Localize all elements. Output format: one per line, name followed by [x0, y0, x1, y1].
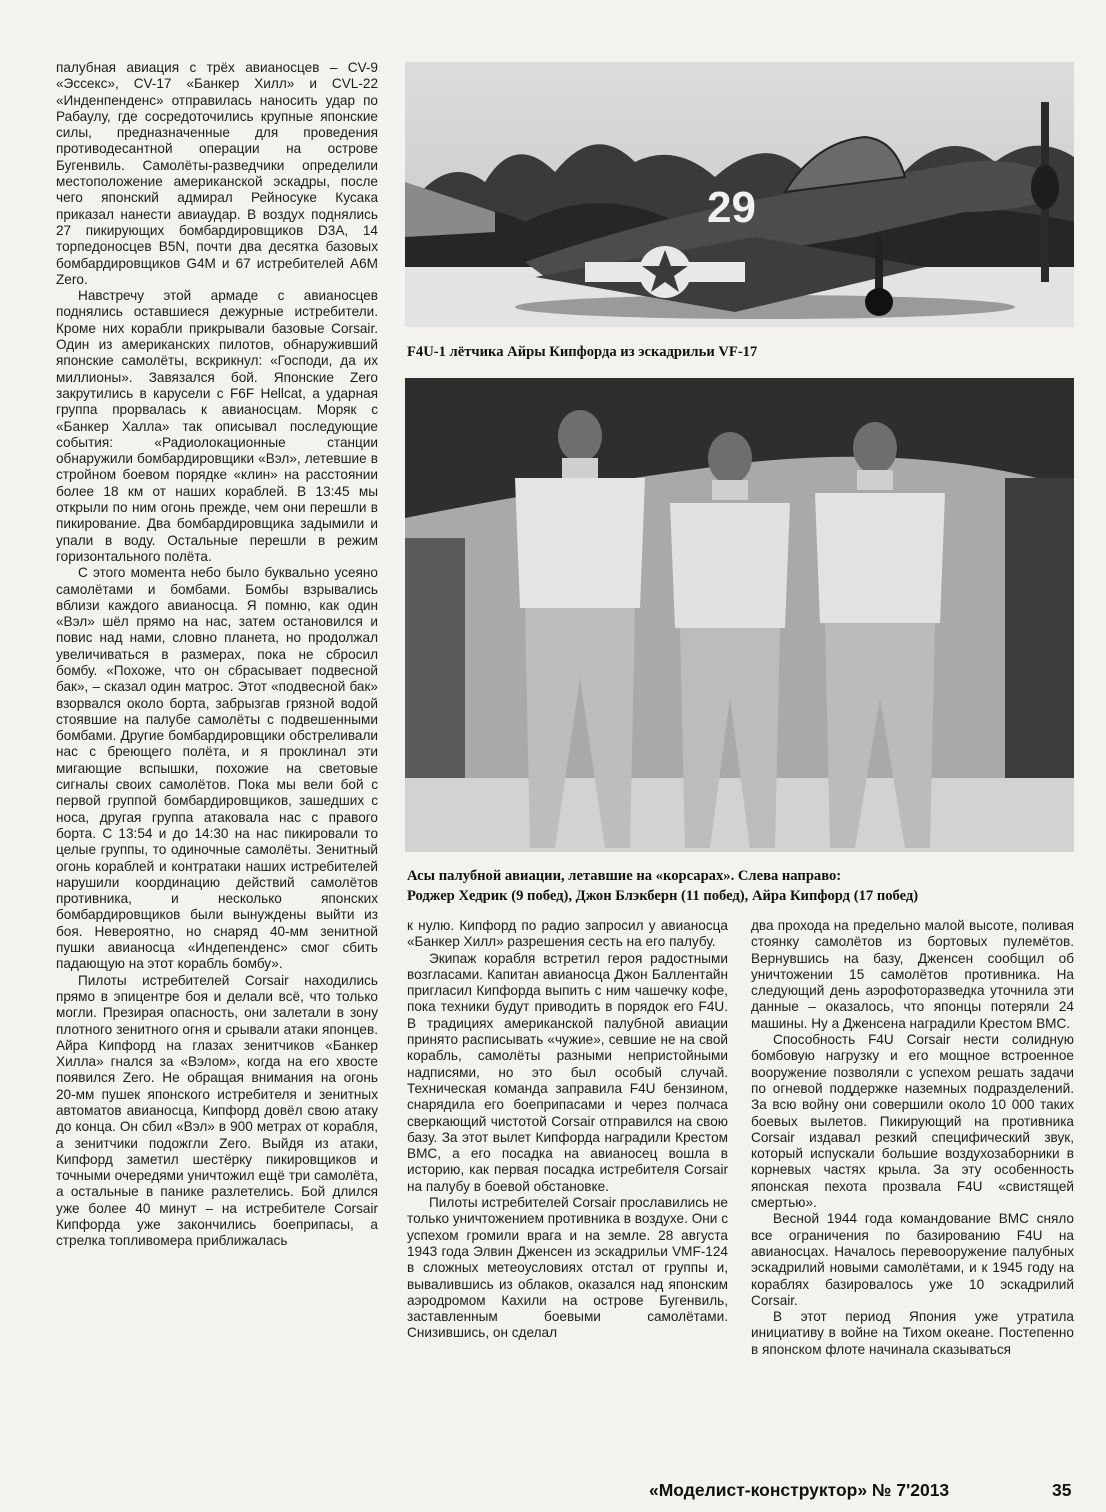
aircraft-photo [405, 62, 1074, 327]
paragraph: С этого момента небо было буквально усеяно самолётами и бомбами. Бомбы взрывались вблизи каждого авианосца. Я помню, как один «Вэл» шёл прямо на нас, затем остановился и повис над нами, словно планета, но продолжал увеличиваться в размерах, пока не сбросил бомбу. «Похоже, что он сбрасывает подвесной бак», – сказал один матрос. Этот «подвесной бак» взорвался около борта, забрызгав грязной водой стоявшие на палубе самолёты с подвешенными бомбами. Другие бомбардировщики обстреливали нас с бреющего полёта, и я проклинал эти мигающие вспышки, похожие на световые сигналы своих самолётов. Пока мы вели бой с первой группой бомбардировщиков, зашедших с носа, другая группа атаковала нас с правого борта. С 13:54 и до 14:30 на нас пикировали то целые группы, то одиночные самолёты. Зенитный огонь кораблей и контратаки наших истребителей нарушили координацию действий самолётов противника, и несколько японских бомбардировщиков были вынуждены выйти из боя. Невероятно, но снаряд 40-мм зенитной пушки авианосца «Индепенденс» смог сбить падающую на этот корабль бомбу». [56, 565, 378, 972]
paragraph: палубная авиация с трёх авианосцев – CV-9 «Эссекс», CV-17 «Банкер Хилл» и CVL-22 «Инденпенденс» отправилась наносить удар по Рабаулу, где сосредоточились крупные японские силы, предназначенные для проведения противодесантной операции на острове Бугенвиль. Самолёты-разведчики определили местоположение американской эскадры, после чего японский адмирал Рейносуке Кусака приказал нанести авиаудар. В воздух поднялись 27 пикирующих бомбардировщиков D3A, 14 торпедоносцев B5N, почти два десятка базовых бомбардировщиков G4M и 67 истребителей A6M Zero. [56, 60, 378, 287]
photo-caption: F4U-1 лётчика Айры Кипфорда из эскадрильи VF-17 [407, 344, 758, 360]
page-number: 35 [1052, 1480, 1072, 1500]
caption-line: Асы палубной авиации, летавшие на «корсарах». Слева направо: [407, 868, 842, 884]
text-column-3 [751, 918, 1074, 1358]
paragraph: В этот период Япония уже утратила инициативу в войне на Тихом океане. Постепенно в японском флоте начинала сказываться [751, 1309, 1074, 1357]
paragraph: Способность F4U Corsair нести солидную бомбовую нагрузку и его мощное встроенное вооружение позволяли с успехом решать задачи по огневой поддержке наземных подразделений. За всю войну они совершили около 10 000 таких боевых вылетов. Пикирующий на противника Corsair издавал резкий специфический звук, который испускали большие воздухозаборники в корневых частях крыла. За эту особенность японская пехота прозвала F4U «свистящей смертью». [751, 1032, 1074, 1211]
caption-line: Роджер Хедрик (9 побед), Джон Блэкберн (11 побед), Айра Кипфорд (17 побед) [407, 888, 919, 904]
photo-caption [407, 866, 1067, 906]
paragraph: Экипаж корабля встретил героя радостными возгласами. Капитан авианосца Джон Баллентайн пригласил Кипфорда выпить с ним чашечку кофе, пока техники будут приводить в порядок его F4U. В традициях американской палубной авиации принято расписывать «чужие», севшие не на свой корабль, самолёты разными непристойными надписями, но это был особый случай. Техническая команда заправила F4U бензином, снарядила его боеприпасами и через полчаса сверкающий чистотой Corsair отправился на свою базу. За этот вылет Кипфорда наградили Крестом ВМС, а его посадка на авианосец вошла в историю, как первая посадка истребителя Corsair на палубу в боевой обстановке. [407, 950, 728, 1194]
aircraft-number: 29 [707, 183, 756, 232]
pilots-photo [405, 378, 1074, 852]
paragraph: Весной 1944 года командование ВМС сняло все ограничения по базированию F4U на авианосцах. Началось перевооружение палубных эскадрилий новыми самолётами, и к 1945 году на кораблях базировалось уже 10 эскадрилий Corsair. [751, 1211, 1074, 1308]
text-column-2 [407, 918, 728, 1342]
paragraph: к нулю. Кипфорд по радио запросил у авианосца «Банкер Хилл» разрешения сесть на его палубу. [407, 918, 728, 950]
text-column-1 [56, 60, 378, 1250]
paragraph: Навстречу этой армаде с авианосцев поднялись оставшиеся дежурные истребители. Кроме них корабли прикрывали базовые Corsair. Один из американских пилотов, обнаруживший японские самолёты, вскрикнул: «Господи, да их миллионы». Завязался бой. Японские Zero закрутились в карусели с F6F Hellcat, а ударная группа прорвалась к авианосцам. Моряк с «Банкер Халла» так описывал последующие события: «Радиолокационные станции обнаружили бомбардировщики «Вэл», летевшие в стройном боевом порядке «клин» на расстоянии более 18 км от наших кораблей. В 13:45 мы открыли по ним огонь прежде, чем они перешли в пикирование. Два бомбардировщика задымили и упали в воду. Остальные перешли в режим горизонтального полёта. [56, 288, 378, 564]
paragraph: Пилоты истребителей Corsair находились прямо в эпицентре боя и делали всё, что только могли. Презирая опасность, они залетали в зону плотного зенитного огня и срывали атаки японцев. Айра Кипфорд на глазах зенитчиков «Банкер Хилла» гнался за «Вэлом», когда на его хвосте появился Zero. Не обращая внимания на огонь 20-мм пушек японского истребителя и зенитных автоматов авианосца, Кипфорд довёл свою атаку до конца. Он сбил «Вэл» в 900 метрах от корабля, а зенитчики подожгли Zero. Выйдя из атаки, Кипфорд заметил шестёрку пикировщиков и точными очередями уничтожил ещё три самолёта, а остальные в панике разлетелись. Бой длился уже более 40 минут – на истребителе Corsair Кипфорда уже закончились боеприпасы, а стрелка топливомера приближалась [56, 972, 378, 1249]
paragraph: два прохода на предельно малой высоте, поливая стоянку самолётов из бортовых пулемётов. Вернувшись на базу, Дженсен сообщил об уничтожении 15 самолётов противника. На следующий день аэрофоторазведка уточнила эти данные – оказалось, что японцы потеряли 24 машины. Ну а Дженсена наградили Крестом ВМС. [751, 918, 1074, 1031]
magazine-title: «Моделист-конструктор» № 7'2013 [649, 1480, 950, 1500]
paragraph: Пилоты истребителей Corsair прославились не только уничтожением противника в воздухе. Они с успехом громили врага и на земле. 28 августа 1943 года Элвин Дженсен из эскадрильи VMF-124 в сложных метеоусловиях отстал от группы и, вывалившись из облаков, оказался над японским аэродромом Кахили на острове Бугенвиль, заставленным боевыми самолётами. Снизившись, он сделал [407, 1195, 728, 1341]
